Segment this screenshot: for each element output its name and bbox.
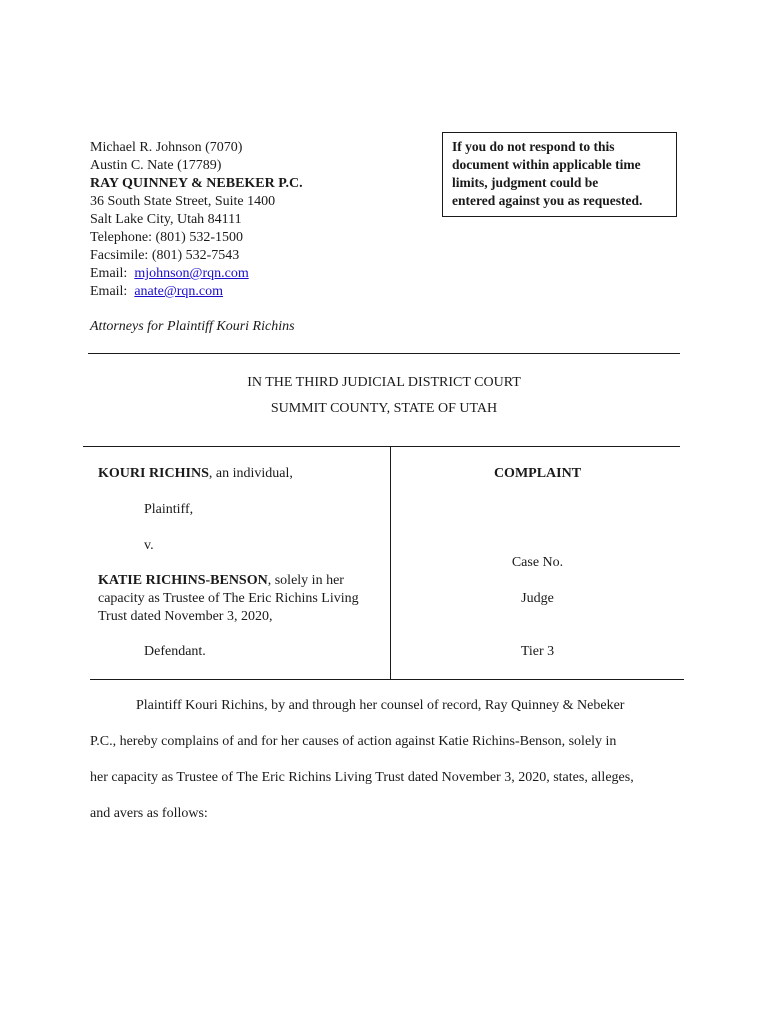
notice-line: document within applicable time	[452, 157, 641, 172]
email-label: Email:	[90, 266, 128, 281]
attorney-block	[90, 139, 303, 301]
email-label: Email:	[90, 284, 128, 299]
paragraph-line: and avers as follows:	[90, 806, 208, 821]
plaintiff-line	[98, 465, 293, 483]
defendant-description: , solely in her	[267, 573, 344, 588]
paragraph-line: Plaintiff Kouri Richins, by and through her counsel of record, Ray Quinney & Nebeker	[136, 698, 625, 713]
email-link-anate[interactable]: anate@rqn.com	[134, 284, 224, 299]
header-divider	[88, 353, 680, 354]
court-heading	[88, 374, 680, 418]
notice-line: limits, judgment could be	[452, 175, 599, 190]
defendant-name: KATIE RICHINS-BENSON	[98, 573, 268, 588]
email-link-mjohnson[interactable]: mjohnson@rqn.com	[134, 266, 249, 281]
plaintiff-name: KOURI RICHINS	[98, 466, 209, 481]
court-jurisdiction: SUMMIT COUNTY, STATE OF UTAH	[270, 401, 498, 416]
defendant-block	[98, 572, 359, 626]
firm-telephone: Telephone: (801) 532-1500	[90, 230, 243, 245]
email-row-2	[90, 283, 303, 301]
firm-street-address: 36 South State Street, Suite 1400	[90, 194, 276, 209]
plaintiff-role: Plaintiff,	[144, 502, 194, 517]
firm-facsimile: Facsimile: (801) 532-7543	[90, 248, 240, 263]
attorneys-for-plaintiff: Attorneys for Plaintiff Kouri Richins	[90, 319, 295, 334]
defendant-line	[98, 572, 359, 590]
versus: v.	[144, 538, 154, 553]
law-firm-name: RAY QUINNEY & NEBEKER P.C.	[90, 176, 303, 191]
paragraph-line: her capacity as Trustee of The Eric Richins Living Trust dated November 3, 2020, states, alleges,	[90, 770, 634, 785]
notice-line: entered against you as requested.	[452, 193, 643, 208]
caption-top-rule	[83, 446, 680, 447]
defendant-trust-date: Trust dated November 3, 2020,	[98, 609, 273, 624]
attorney-name-johnson: Michael R. Johnson (7070)	[90, 140, 243, 155]
plaintiff-description: , an individual,	[208, 466, 293, 481]
caption-bottom-rule	[90, 679, 684, 680]
case-number: Case No.	[511, 555, 564, 570]
response-notice-box	[442, 132, 677, 217]
firm-city-address: Salt Lake City, Utah 84111	[90, 212, 242, 227]
defendant-capacity: capacity as Trustee of The Eric Richins Living	[98, 591, 359, 606]
document-title: COMPLAINT	[493, 466, 582, 481]
court-name: IN THE THIRD JUDICIAL DISTRICT COURT	[247, 375, 521, 390]
attorney-name-nate: Austin C. Nate (17789)	[90, 158, 222, 173]
email-row-1	[90, 265, 303, 283]
paragraph-line: P.C., hereby complains of and for her causes of action against Katie Richins-Benson, solely in	[90, 734, 617, 749]
defendant-role: Defendant.	[144, 644, 206, 659]
notice-line: If you do not respond to this	[452, 139, 615, 154]
tier: Tier 3	[520, 644, 555, 659]
complaint-intro-paragraph	[90, 688, 684, 832]
judge: Judge	[521, 591, 554, 606]
